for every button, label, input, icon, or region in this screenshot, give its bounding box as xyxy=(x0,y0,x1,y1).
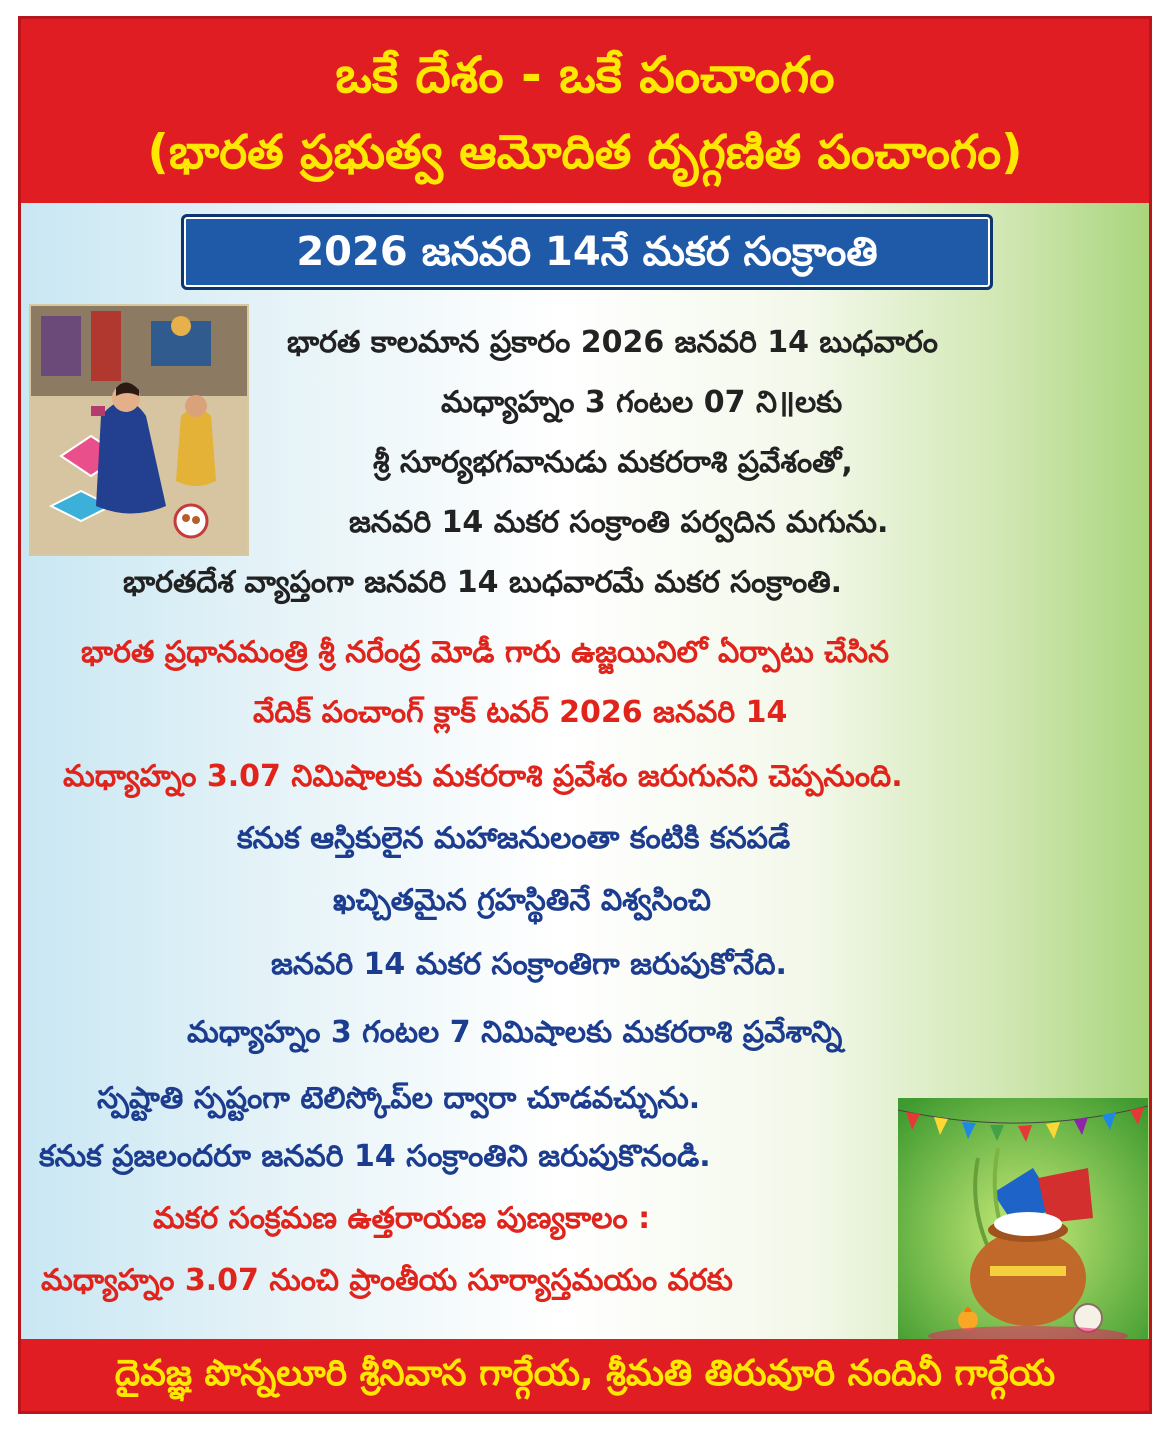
rangoli-illustration xyxy=(29,304,249,556)
body-line-15: మకర సంక్రమణ ఉత్తరాయణ పుణ్యకాలం : xyxy=(153,1201,651,1236)
body-line-16: మధ్యాహ్నం 3.07 నుంచి ప్రాంతీయ సూర్యాస్తమయం వరకు xyxy=(41,1263,733,1298)
sankranti-pot-illustration xyxy=(898,1098,1148,1346)
body-line-11: జనవరి 14 మకర సంక్రాంతిగా జరుపుకోనేది. xyxy=(271,947,787,982)
footer-banner: దైవజ్ఞ పొన్నలూరి శ్రీనివాస గార్గేయ, శ్రీమతి తిరువూరి నందినీ గార్గేయ xyxy=(21,1339,1149,1414)
body-line-7: వేదిక్ పంచాంగ్ క్లాక్ టవర్ 2026 జనవరి 14 xyxy=(253,695,788,730)
body-line-10: ఖచ్చితమైన గ్రహస్థితినే విశ్వసించి xyxy=(333,883,711,918)
body-line-12: మధ్యాహ్నం 3 గంటల 7 నిమిషాలకు మకరరాశి ప్రవేశాన్ని xyxy=(187,1015,843,1050)
body-line-8: మధ్యాహ్నం 3.07 నిమిషాలకు మకరరాశి ప్రవేశం జరుగునని చెప్పనుంది. xyxy=(63,759,903,794)
body-line-1: భారత కాలమాన ప్రకారం 2026 జనవరి 14 బుధవారం xyxy=(287,325,938,360)
body-line-2: మధ్యాహ్నం 3 గంటల 07 ని॥లకు xyxy=(441,385,843,420)
main-subtitle: (భారత ప్రభుత్వ ఆమోదిత దృగ్గణిత పంచాంగం) xyxy=(147,125,1023,180)
body-line-14: కనుక ప్రజలందరూ జనవరి 14 సంక్రాంతిని జరుపుకొనండి. xyxy=(39,1139,711,1174)
body-line-6: భారత ప్రధానమంత్రి శ్రీ నరేంద్ర మోడీ గారు ఉజ్జయినిలో ఏర్పాటు చేసిన xyxy=(81,635,890,670)
body-line-3: శ్రీ సూర్యభగవానుడు మకరరాశి ప్రవేశంతో, xyxy=(373,445,853,480)
body-line-13: స్పష్టాతి స్పష్టంగా టెలిస్కోప్‌ల ద్వారా చూడవచ్చును. xyxy=(97,1081,701,1116)
poster xyxy=(18,16,1152,1414)
body-line-4: జనవరి 14 మకర సంక్రాంతి పర్వదిన మగును. xyxy=(349,505,889,540)
body-line-9: కనుక ఆస్తికులైన మహాజనులంతా కంటికి కనపడే xyxy=(237,821,791,856)
header-banner xyxy=(21,19,1149,203)
body-line-5: భారతదేశ వ్యాప్తంగా జనవరి 14 బుధవారమే మకర సంక్రాంతి. xyxy=(123,565,843,600)
main-title: ఒకే దేశం - ఒకే పంచాంగం xyxy=(335,46,835,104)
date-banner: 2026 జనవరి 14నే మకర సంక్రాంతి xyxy=(181,214,993,290)
